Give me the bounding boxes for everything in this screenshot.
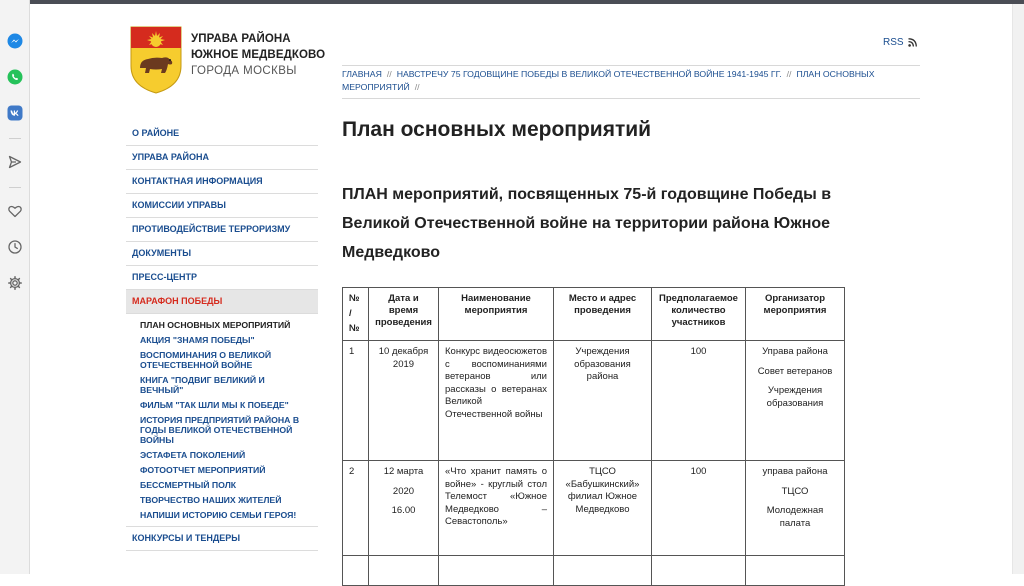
cell-name: «Что хранит память о войне» - круглый стол Телемост «Южное Медведково – Севастополь» — [439, 461, 554, 556]
submenu-item-immortal-regiment[interactable]: БЕССМЕРТНЫЙ ПОЛК — [140, 480, 237, 490]
messenger-icon[interactable] — [5, 31, 25, 51]
header-count: Предполагаемое количество участников — [652, 288, 746, 341]
submenu-item-memories[interactable]: ВОСПОМИНАНИЯ О ВЕЛИКОЙ ОТЕЧЕСТВЕННОЙ ВОЙНЕ — [140, 350, 272, 370]
sidebar-item-documents[interactable]: ДОКУМЕНТЫ — [126, 242, 318, 266]
sidebar-submenu — [126, 314, 318, 527]
sidebar-item-antiterror[interactable]: ПРОТИВОДЕЙСТВИЕ ТЕРРОРИЗМУ — [126, 218, 318, 242]
brand-line-2: ЮЖНОЕ МЕДВЕДКОВО — [191, 49, 326, 61]
table-row — [343, 341, 845, 461]
submenu-item-relay[interactable]: ЭСТАФЕТА ПОКОЛЕНИЙ — [140, 450, 246, 460]
table-row — [343, 556, 845, 586]
sidebar-item-contacts[interactable]: КОНТАКТНАЯ ИНФОРМАЦИЯ — [126, 170, 318, 194]
events-plan-table — [342, 287, 845, 586]
sidebar-item-press[interactable]: ПРЕСС-ЦЕНТР — [126, 266, 318, 290]
submenu-item-family-story[interactable]: НАПИШИ ИСТОРИЮ СЕМЬИ ГЕРОЯ! — [140, 510, 297, 520]
cell-number: 1 — [343, 341, 369, 461]
vk-icon[interactable] — [5, 103, 25, 123]
cell-date: 10 декабря 2019 — [369, 341, 439, 461]
header-number: № / № — [343, 288, 369, 341]
sidebar-item-uprava[interactable]: УПРАВА РАЙОНА — [126, 146, 318, 170]
site-brand[interactable] — [191, 31, 325, 80]
header-organizer: Организатор мероприятия — [746, 288, 845, 341]
breadcrumb-section[interactable]: НАВСТРЕЧУ 75 ГОДОВЩИНЕ ПОБЕДЫ В ВЕЛИКОЙ ОТЕЧЕСТВЕННОЙ ВОЙНЕ 1941-1945 ГГ. — [396, 69, 782, 79]
breadcrumb-current[interactable]: ПЛАН ОСНОВНЫХ МЕРОПРИЯТИЙ — [342, 69, 875, 92]
header-date: Дата и время проведения — [369, 288, 439, 341]
sidebar-item-commissions[interactable]: КОМИССИИ УПРАВЫ — [126, 194, 318, 218]
cell-count: 100 — [652, 461, 746, 556]
breadcrumb-separator: // — [386, 69, 392, 79]
breadcrumb-separator: // — [414, 82, 420, 92]
sidebar-nav — [126, 122, 318, 551]
scrollbar[interactable] — [1012, 4, 1024, 574]
submenu-item-plan[interactable]: ПЛАН ОСНОВНЫХ МЕРОПРИЯТИЙ — [140, 320, 291, 330]
submenu-item-photo-report[interactable]: ФОТООТЧЕТ МЕРОПРИЯТИЙ — [140, 465, 266, 475]
submenu-item-history[interactable]: ИСТОРИЯ ПРЕДПРИЯТИЙ РАЙОНА В ГОДЫ ВЕЛИКОЙ ОТЕЧЕСТВЕННОЙ ВОЙНЫ — [140, 415, 300, 445]
table-row — [343, 461, 845, 556]
cell-name: Конкурс видеосюжетов с воспоминаниями ветеранов или рассказы о ветеранах Великой Отечественной войны — [439, 341, 554, 461]
send-icon[interactable] — [5, 152, 25, 172]
page-subtitle: ПЛАН мероприятий, посвященных 75-й годовщине Победы в Великой Отечественной войне на территории района Южное Медведково — [342, 186, 832, 261]
rss-link[interactable] — [883, 37, 917, 48]
sidebar-item-tenders[interactable]: КОНКУРСЫ И ТЕНДЕРЫ — [126, 527, 318, 551]
breadcrumb-separator: // — [786, 69, 792, 79]
cell-place: ТЦСО «Бабушкинский» филиал Южное Медведково — [554, 461, 652, 556]
cell-number: 2 — [343, 461, 369, 556]
sidebar-item-about[interactable]: О РАЙОНЕ — [126, 122, 318, 146]
cell-organizer: Управа района Совет ветеранов Учреждения образования — [746, 341, 845, 461]
breadcrumb — [342, 65, 920, 99]
gear-icon[interactable] — [5, 273, 25, 293]
header-place: Место и адрес проведения — [554, 288, 652, 341]
cell-date: 12 марта 2020 16.00 — [369, 461, 439, 556]
coat-of-arms-logo[interactable] — [130, 26, 182, 94]
submenu-item-creativity[interactable]: ТВОРЧЕСТВО НАШИХ ЖИТЕЛЕЙ — [140, 495, 282, 505]
browser-sidebar — [0, 0, 30, 574]
clock-icon[interactable] — [5, 237, 25, 257]
submenu-item-book[interactable]: КНИГА "ПОДВИГ ВЕЛИКИЙ И ВЕЧНЫЙ" — [140, 375, 265, 395]
table-header-row — [343, 288, 845, 341]
cell-count: 100 — [652, 341, 746, 461]
top-bar — [30, 0, 1024, 4]
submenu-item-film[interactable]: ФИЛЬМ "ТАК ШЛИ МЫ К ПОБЕДЕ" — [140, 400, 289, 410]
sidebar-item-victory-marathon[interactable]: МАРАФОН ПОБЕДЫ — [126, 290, 318, 314]
brand-line-1: УПРАВА РАЙОНА — [191, 33, 291, 45]
header-name: Наименование мероприятия — [439, 288, 554, 341]
rss-label: RSS — [883, 37, 904, 48]
cell-place: Учреждения образования района — [554, 341, 652, 461]
breadcrumb-home[interactable]: ГЛАВНАЯ — [342, 69, 382, 79]
cell-organizer: управа района ТЦСО Молодежная палата — [746, 461, 845, 556]
heart-icon[interactable] — [5, 201, 25, 221]
brand-line-3: ГОРОДА МОСКВЫ — [191, 65, 297, 77]
submenu-item-banner[interactable]: АКЦИЯ "ЗНАМЯ ПОБЕДЫ" — [140, 335, 255, 345]
whatsapp-icon[interactable] — [5, 67, 25, 87]
rss-icon — [908, 38, 917, 47]
page-title: План основных мероприятий — [342, 118, 652, 141]
